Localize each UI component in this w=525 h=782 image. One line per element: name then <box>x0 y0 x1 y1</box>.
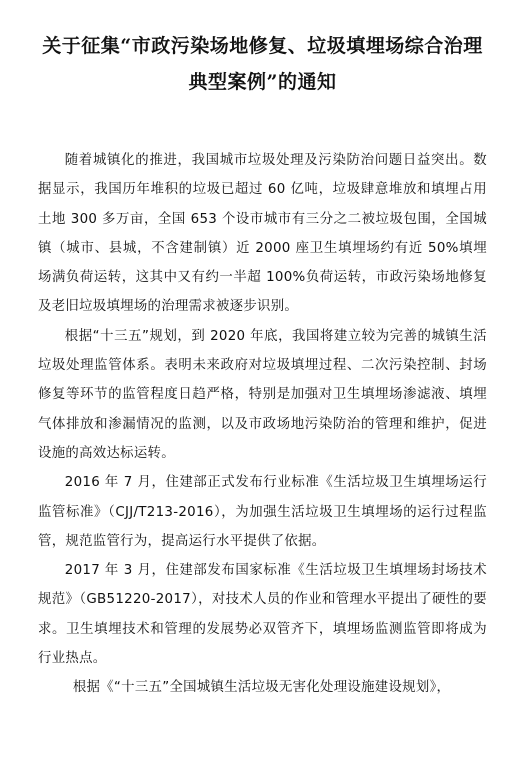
paragraph-4: 2017 年 3 月，住建部发布国家标准《生活垃圾卫生填埋场封场技术规范》（GB51220-2017），对技术人员的作业和管理水平提出了硬性的要求。卫生填埋技术和管理的发展势必双管齐下，填埋场监测监管即将成为行业热点。 <box>38 563 487 667</box>
paragraph-1: 随着城镇化的推进，我国城市垃圾处理及污染防治问题日益突出。数据显示，我国历年堆积的垃圾已超过 60 亿吨，垃圾肆意堆放和填埋占用土地 300 多万亩，全国 653 个设市城市有三分之二被垃圾包围，全国城镇（城市、县城，不含建制镇）近 2000 座卫生填埋场约有近 50%填埋场满负荷运转，这其中又有约一半超 100%负荷运转，市政污染场地修复及老旧垃圾填埋场的治理需求被逐步识别。 <box>38 153 487 315</box>
paragraph-3: 2016 年 7 月，住建部正式发布行业标准《生活垃圾卫生填埋场运行监管标准》（CJJ/T213-2016），为加强生活垃圾卫生填埋场的运行过程监管，规范监管行为，提高运行水平提供了依据。 <box>38 475 487 549</box>
paragraph-5: 根据《“十三五”全国城镇生活垃圾无害化处理设施建设规划》， <box>72 680 451 696</box>
document-title: 关于征集“市政污染场地修复、垃圾填埋场综合治理典型案例”的通知 <box>42 35 483 93</box>
paragraph-2: 根据“十三五”规划，到 2020 年底，我国将建立较为完善的城镇生活垃圾处理监管体系。表明未来政府对垃圾填埋过程、二次污染控制、封场修复等环节的监管程度日趋严格，特别是加强对卫生填埋场渗滤液、填埋气体排放和渗漏情况的监测，以及市政场地污染防治的管理和维护，促进设施的高效达标运转。 <box>38 328 487 461</box>
